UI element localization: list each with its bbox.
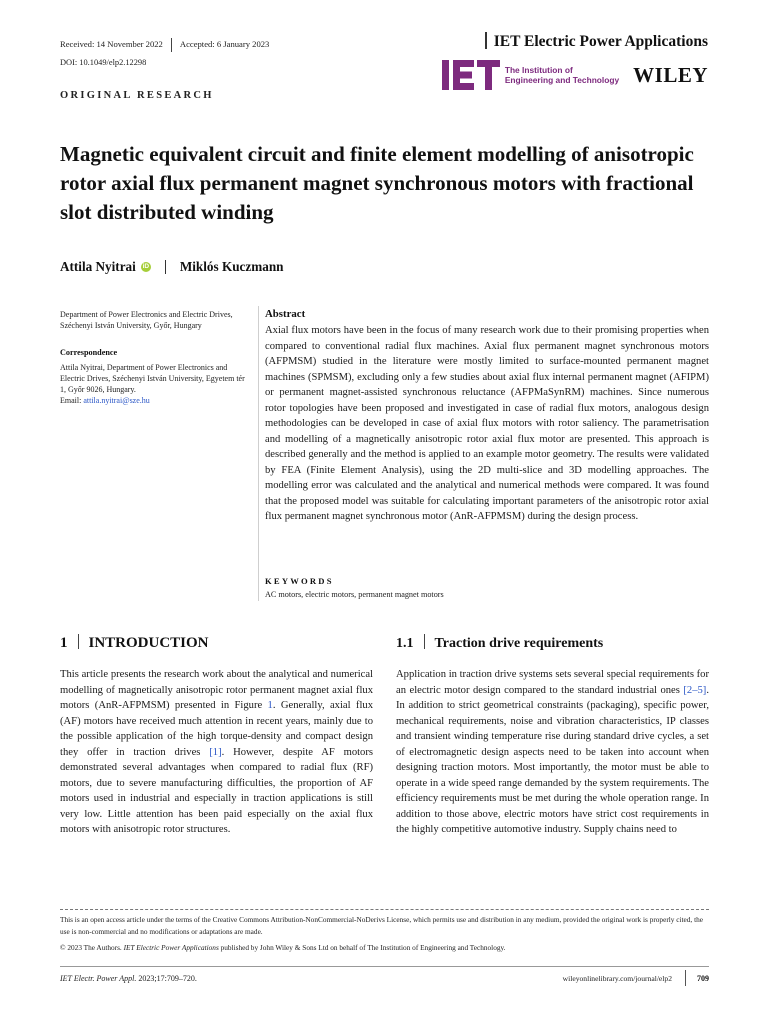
journal-title-divider — [485, 32, 487, 49]
wiley-logo: WILEY — [633, 62, 708, 87]
copyright-notice — [60, 943, 710, 952]
author-list — [60, 259, 284, 275]
page-number: 709 — [697, 974, 709, 983]
subsection-title: Traction drive requirements — [434, 636, 604, 651]
publisher-logos — [442, 58, 708, 92]
introduction-paragraph — [60, 667, 373, 838]
traction-paragraph — [396, 667, 709, 838]
affiliation: Department of Power Electronics and Electric Drives, Széchenyi István University, Győr, Hungary — [60, 310, 233, 330]
page-number-divider — [685, 970, 686, 986]
journal-website[interactable]: wileyonlinelibrary.com/journal/elp2 — [562, 974, 672, 983]
meta-divider — [171, 38, 172, 52]
iet-name-line2: Engineering and Technology — [504, 75, 620, 85]
iet-logo — [442, 60, 619, 90]
intro-text-part: This article presents the research work about the analytical and numerical modelling of magnetically anisotropic rotor permanent magnet axial flux motors (AnR-AFPMSM) presented in Figure — [60, 669, 373, 711]
keywords-heading: KEYWORDS — [265, 576, 334, 586]
correspondence-heading: Correspondence — [60, 348, 118, 357]
intro-text-part: . Generally, axial flux (AF) motors have received much attention in recent years, mainly due to the possible application of the high torque-density and compact design they offer in traction drives — [60, 700, 373, 758]
keywords-list: AC motors, electric motors, permanent magnet motors — [265, 590, 444, 599]
citation-volume: 2023;17:709–720. — [136, 974, 197, 983]
citation-link[interactable]: [2–5] — [683, 684, 707, 696]
intro-text-part: . However, despite AF motors demonstrated several advantages when compared to radial flux (RF) motors, due to severe manufacturing difficulties, the proportion of AF motors used in industrial and especially in traction applications is still very low. Little attention has been paid especially on the axial flux motors with anisotropic rotor structures. — [60, 746, 374, 835]
figure-link[interactable]: 1 — [267, 700, 273, 711]
article-title: Magnetic equivalent circuit and finite element modelling of anisotropic rotor axial flux permanent magnet synchronous motors with fractional slot distributed winding — [60, 142, 694, 224]
email-link[interactable]: attila.nyitrai@sze.hu — [83, 396, 150, 405]
journal-citation — [60, 974, 197, 983]
orcid-icon[interactable]: iD — [142, 263, 150, 270]
journal-title-text: IET Electric Power Applications — [493, 33, 708, 50]
doi[interactable]: DOI: 10.1049/elp2.12298 — [60, 58, 147, 67]
traction-text-part: Application in traction drive systems sets several special requirements for an electric motor design compared to the standard industrial ones — [396, 669, 709, 696]
iet-institution-name — [505, 65, 619, 85]
footer-divider-dotted — [60, 909, 709, 910]
correspondence-address: Attila Nyitrai, Department of Power Electronics and Electric Drives, Széchenyi István University, Egyetem tér 1, Győr 9026, Hungary. — [60, 363, 245, 394]
abstract-text: Axial flux motors have been in the focus of many research work due to their promising properties when compared to conventional radial flux machines. Axial flux permanent magnet synchronous motors (AFPMSM) studied in the literature were mostly limited to surface-mounted permanent magnet machines (SPMSM), excluding only a few studies about axial flux internal permanent magnet (AFIPM) or permanent magnet-assisted synchronous reluctance (AFPMaSynRM) machines. Since numerous rotor topologies have been proposed and investigated in case of radial flux motors, analogous design methodologies can be developed in case of axial flux motors with rotor saliency. The parametrisation and modelling of a magnetically anisotropic rotor axial flux motor are presented. This approach is described generally and the method is applied to an example motor geometry. The results were validated by FEA (Finite Element Analysis), using the 2D multi-slice and 3D modelling approaches. The modelling error was calculated and the analytical and numerical methods were compared. It was found that the proposed model was suitable for calculating important parameters of the anisotropic rotor axial flux permanent magnet synchronous motor (AnR-AFPMSM) during the design process. — [265, 325, 709, 522]
traction-text-part: . In addition to strict geometrical constraints (packaging), specific power, mechanical requirements, noise and vibration characteristics, IP classes and transient winding temperature rise during standard drive cycles, a set of electromagnetic design aspects need to be taken into account when designing traction motors. Most importantly, the motor must be able to operate in a wide speed range demanded by the system requirements. The efficiency requirements must be met during the whole operation range. In addition to those above, electric motors have strict cost requirements in the highly competitive automotive industry. Supply chains need to — [396, 684, 709, 835]
heading-divider — [424, 634, 425, 649]
subsection-number: 1.1 — [396, 636, 414, 651]
email-label: Email: — [60, 396, 82, 405]
received-date: Received: 14 November 2022 — [60, 38, 163, 49]
section-heading-traction — [396, 634, 603, 652]
section-title: INTRODUCTION — [88, 635, 209, 651]
author-name[interactable]: Miklós Kuczmann — [179, 259, 284, 274]
iet-name-line1: The Institution of — [504, 65, 573, 75]
accepted-date: Accepted: 6 January 2023 — [179, 38, 270, 49]
iet-logo-icon — [442, 60, 500, 90]
footer-divider — [60, 966, 709, 967]
section-number: 1 — [60, 635, 68, 651]
section-heading-introduction — [60, 634, 209, 652]
open-access-notice: This is an open access article under the terms of the Creative Commons Attribution-NonCommercial-NoDerivs License, which permits use and distribution in any medium, provided the original work is properly cited, the use is non-commercial and no modifications or adaptations are made. — [60, 915, 703, 936]
journal-title — [485, 32, 708, 51]
abstract-divider — [258, 306, 259, 601]
received-accepted-dates — [60, 38, 269, 52]
copyright-text: © 2023 The Authors. — [60, 943, 124, 952]
copyright-journal: IET Electric Power Applications — [123, 943, 219, 952]
abstract-heading: Abstract — [265, 308, 306, 320]
correspondence-details — [60, 362, 250, 406]
citation-link[interactable]: [1] — [209, 746, 222, 758]
citation-journal: IET Electr. Power Appl. — [60, 974, 137, 983]
article-type-label: ORIGINAL RESEARCH — [60, 90, 214, 101]
heading-divider — [78, 634, 79, 649]
copyright-text: published by John Wiley & Sons Ltd on behalf of The Institution of Engineering and Technology. — [218, 943, 506, 952]
author-name[interactable]: Attila Nyitrai — [60, 259, 136, 274]
author-divider — [165, 260, 166, 274]
